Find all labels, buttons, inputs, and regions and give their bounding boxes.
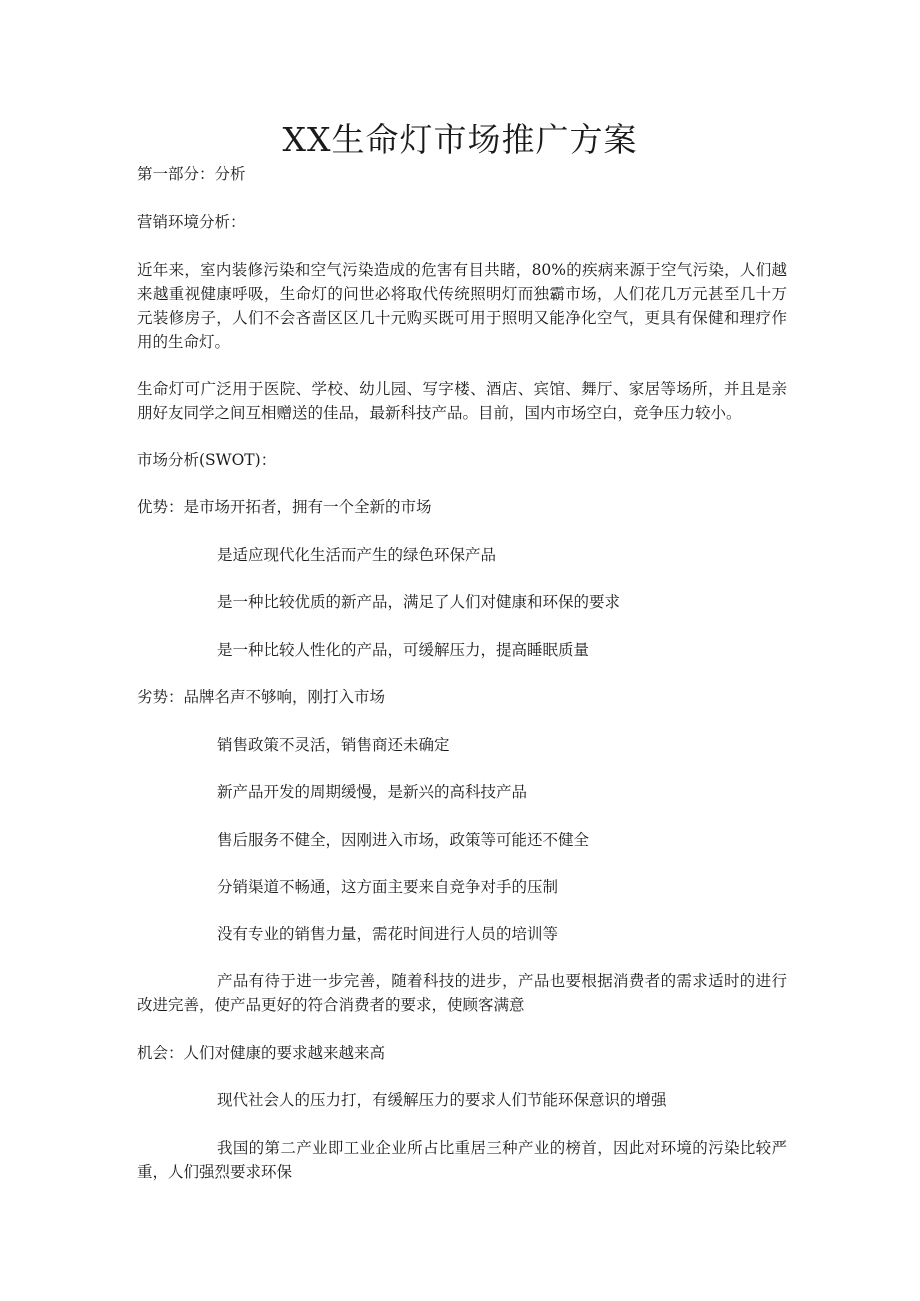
weakness-item: 售后服务不健全，因刚进入市场，政策等可能还不健全	[217, 831, 590, 849]
env-paragraph-2: 生命灯可广泛用于医院、学校、幼儿园、写字楼、酒店、宾馆、舞厅、家居等场所，并且是亲朋好友同学之间互相赠送的佳品，最新科技产品。目前，国内市场空白，竞争压力较小。	[137, 380, 787, 422]
strengths-heading: 优势：是市场开拓者，拥有一个全新的市场	[137, 498, 432, 516]
part-heading: 第一部分：分析	[137, 165, 246, 183]
weakness-long-paragraph: 产品有待于进一步完善，随着科技的进步，产品也要根据消费者的需求适时的进行改进完善，使产品更好的符合消费者的要求，使顾客满意	[137, 972, 787, 1014]
env-paragraph-1: 近年来，室内装修污染和空气污染造成的危害有目共睹，80%的疾病来源于空气污染，人们越来越重视健康呼吸，生命灯的问世必将取代传统照明灯而独霸市场，人们花几万元甚至几十万元装修房子，人们不会吝啬区区几十元购买既可用于照明又能净化空气，更具有保健和理疗作用的生命灯。	[137, 261, 787, 351]
weakness-item: 没有专业的销售力量，需花时间进行人员的培训等	[217, 925, 559, 943]
env-heading: 营销环境分析：	[137, 213, 246, 231]
opportunity-long-paragraph: 我国的第二产业即工业企业所占比重居三种产业的榜首，因此对环境的污染比较严重，人们强烈要求环保	[137, 1139, 787, 1181]
opportunities-heading: 机会：人们对健康的要求越来越来高	[137, 1044, 386, 1062]
opportunity-item: 现代社会人的压力打，有缓解压力的要求人们节能环保意识的增强	[217, 1091, 667, 1109]
strength-item: 是一种比较优质的新产品，满足了人们对健康和环保的要求	[217, 593, 621, 611]
weakness-item: 分销渠道不畅通，这方面主要来自竞争对手的压制	[217, 878, 559, 896]
document-title: XX生命灯市场推广方案	[282, 120, 638, 159]
weakness-item: 新产品开发的周期缓慢，是新兴的高科技产品	[217, 783, 528, 801]
weaknesses-heading: 劣势：品牌名声不够响，刚打入市场	[137, 688, 386, 706]
swot-heading: 市场分析(SWOT)：	[137, 451, 277, 469]
strength-item: 是适应现代化生活而产生的绿色环保产品	[217, 546, 497, 564]
strength-item: 是一种比较人性化的产品，可缓解压力，提高睡眠质量	[217, 641, 590, 659]
weakness-item: 销售政策不灵活，销售商还未确定	[217, 736, 450, 754]
